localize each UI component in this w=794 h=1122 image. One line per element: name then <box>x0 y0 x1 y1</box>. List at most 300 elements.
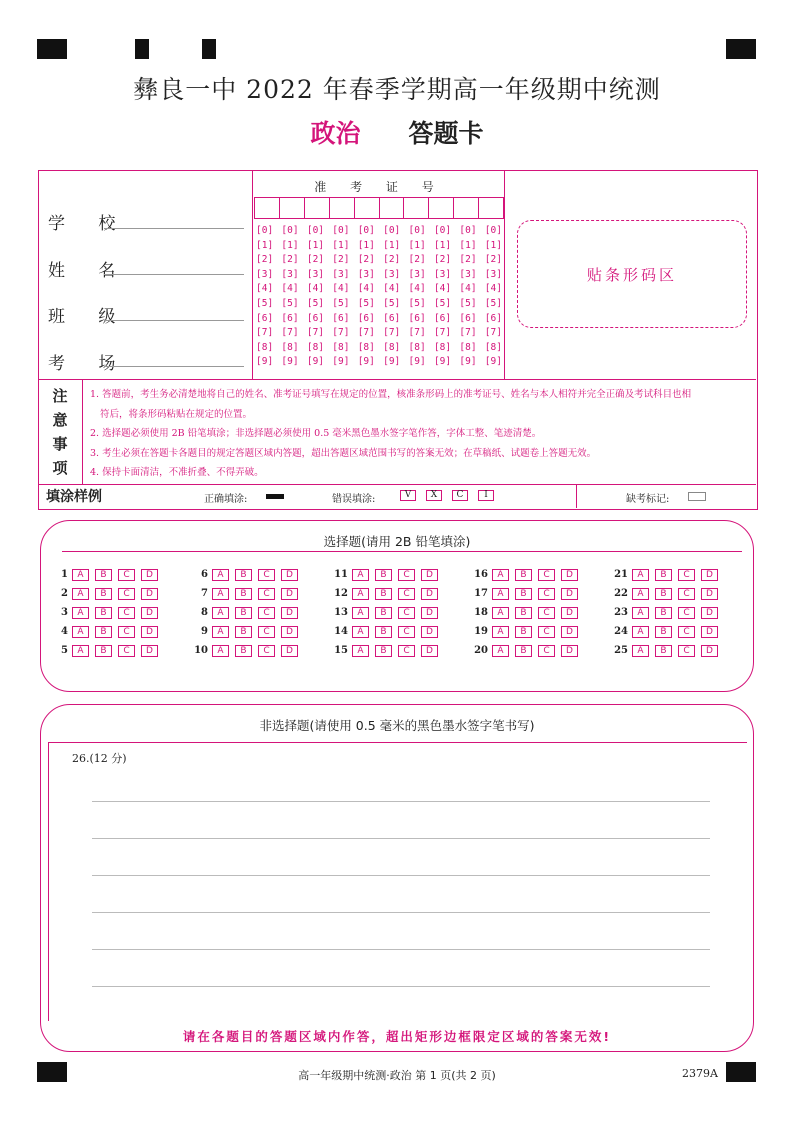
digit-bubble[interactable]: [1] <box>433 239 452 251</box>
option-bubble[interactable]: B <box>655 626 672 638</box>
digit-bubble[interactable]: [7] <box>256 327 274 339</box>
option-bubble[interactable]: C <box>678 645 695 657</box>
digit-bubble[interactable]: [6] <box>408 312 426 324</box>
digit-bubble[interactable]: [1] <box>256 239 274 251</box>
digit-bubble[interactable]: [5] <box>281 297 299 309</box>
digit-bubble[interactable]: [2] <box>433 254 452 266</box>
question-number: 13 <box>334 607 348 618</box>
digit-bubble[interactable]: [3] <box>357 268 375 280</box>
option-bubble[interactable]: B <box>515 626 532 638</box>
digit-bubble[interactable]: [1] <box>306 239 325 251</box>
option-bubble[interactable]: D <box>281 645 298 657</box>
zkzh-digit-column[interactable] <box>383 224 400 370</box>
notes-heading-char: 意 <box>52 411 68 429</box>
writing-line <box>92 875 710 876</box>
digit-bubble[interactable]: [4] <box>256 283 274 295</box>
digit-bubble[interactable]: [9] <box>408 356 426 368</box>
option-bubble[interactable]: B <box>95 607 112 619</box>
digit-bubble[interactable]: [6] <box>383 312 401 324</box>
note-item: 2. 选择题必须使用 2B 铅笔填涂；非选择题必须使用 0.5 毫米黑色墨水签字笔作答，字体工整、笔迹清楚。 <box>90 428 542 439</box>
timing-mark <box>135 39 149 59</box>
digit-bubble[interactable]: [8] <box>306 341 325 353</box>
room-field[interactable] <box>104 366 244 367</box>
option-bubble[interactable]: D <box>701 607 718 619</box>
wrong-fill-sample: C <box>452 490 468 501</box>
digit-bubble[interactable]: [5] <box>256 297 274 309</box>
option-bubble[interactable]: C <box>118 607 135 619</box>
question-number: 11 <box>334 569 348 580</box>
mcq-question-row <box>186 603 304 622</box>
exam-title: 彝良一中 2022 年春季学期高一年级期中统测 <box>133 75 661 104</box>
mcq-question-row <box>46 641 164 660</box>
option-bubble[interactable]: D <box>141 626 158 638</box>
wrong-fill-sample: V <box>400 490 416 501</box>
correct-fill-label: 正确填涂: <box>204 494 248 505</box>
note-item: 符后，将条形码粘贴在规定的位置。 <box>100 408 253 420</box>
digit-bubble[interactable]: [3] <box>484 268 502 280</box>
option-bubble[interactable]: A <box>352 607 369 619</box>
wrong-fill-sample: I <box>478 490 494 501</box>
notes-heading-char: 事 <box>52 435 68 453</box>
option-bubble[interactable]: B <box>235 588 252 600</box>
option-bubble[interactable]: A <box>632 645 649 657</box>
digit-bubble[interactable]: [3] <box>332 268 350 280</box>
digit-bubble[interactable]: [0] <box>256 225 274 236</box>
question-number: 4 <box>61 626 68 637</box>
option-bubble[interactable]: A <box>492 588 509 600</box>
option-bubble[interactable]: A <box>632 569 649 581</box>
option-bubble[interactable]: A <box>352 588 369 600</box>
digit-bubble[interactable]: [3] <box>256 268 274 280</box>
mcq-question-row <box>466 584 584 603</box>
question-number: 6 <box>201 569 208 580</box>
digit-bubble[interactable]: [6] <box>281 312 299 324</box>
option-bubble[interactable]: A <box>72 569 89 581</box>
mcq-column <box>606 565 724 660</box>
digit-bubble[interactable]: [6] <box>256 312 274 324</box>
option-bubble[interactable]: D <box>561 607 578 619</box>
zkzh-write-boxes[interactable] <box>254 197 504 219</box>
digit-bubble[interactable]: [2] <box>256 254 274 266</box>
mcq-question-row <box>606 584 724 603</box>
option-bubble[interactable]: B <box>515 607 532 619</box>
digit-bubble[interactable]: [7] <box>357 327 375 339</box>
option-bubble[interactable]: A <box>492 607 509 619</box>
option-bubble[interactable]: B <box>655 569 672 581</box>
digit-bubble[interactable]: [9] <box>306 356 325 368</box>
option-bubble[interactable]: C <box>398 607 415 619</box>
option-bubble[interactable]: A <box>492 626 509 638</box>
option-bubble[interactable]: A <box>352 626 369 638</box>
digit-bubble[interactable]: [4] <box>383 283 401 295</box>
mcq-question-row <box>466 641 584 660</box>
digit-bubble[interactable]: [7] <box>281 327 299 339</box>
digit-bubble[interactable]: [6] <box>484 312 502 324</box>
option-bubble[interactable]: C <box>118 588 135 600</box>
class-field[interactable] <box>104 320 244 321</box>
option-bubble[interactable]: A <box>352 569 369 581</box>
digit-bubble[interactable]: [5] <box>408 297 426 309</box>
digit-bubble[interactable]: [2] <box>306 254 325 266</box>
mcq-column <box>466 565 584 660</box>
option-bubble[interactable]: A <box>72 607 89 619</box>
digit-bubble[interactable]: [4] <box>459 283 477 295</box>
digit-bubble[interactable]: [2] <box>357 254 375 266</box>
mcq-question-row <box>326 603 444 622</box>
notes-heading-char: 注 <box>52 387 68 405</box>
digit-bubble[interactable]: [4] <box>484 283 502 295</box>
option-bubble[interactable]: B <box>375 569 392 581</box>
fill-example-row <box>38 484 756 508</box>
option-bubble[interactable]: C <box>118 645 135 657</box>
option-bubble[interactable]: D <box>701 569 718 581</box>
option-bubble[interactable]: C <box>538 588 555 600</box>
option-bubble[interactable]: D <box>701 626 718 638</box>
option-bubble[interactable]: A <box>72 626 89 638</box>
mcq-question-row <box>186 641 304 660</box>
question-number: 26.(12 分) <box>72 752 127 765</box>
option-bubble[interactable]: A <box>72 588 89 600</box>
mcq-question-row <box>46 584 164 603</box>
zkzh-title: 准 考 证 号 <box>314 180 444 194</box>
mcq-question-row <box>466 603 584 622</box>
school-field[interactable] <box>104 228 244 229</box>
option-bubble[interactable]: B <box>515 645 532 657</box>
zkzh-digit-column[interactable] <box>281 224 298 370</box>
digit-bubble[interactable]: [1] <box>357 239 375 251</box>
digit-bubble[interactable]: [8] <box>357 341 375 353</box>
written-title: 非选择题(请使用 0.5 毫米的黑色墨水签字笔书写) <box>259 718 535 733</box>
question-number: 23 <box>614 607 628 618</box>
digit-bubble[interactable]: [6] <box>306 312 325 324</box>
digit-bubble[interactable]: [5] <box>332 297 350 309</box>
option-bubble[interactable]: A <box>632 607 649 619</box>
mcq-question-row <box>46 603 164 622</box>
question-number: 24 <box>614 626 628 637</box>
writing-line <box>92 912 710 913</box>
mcq-column <box>46 565 164 660</box>
question-number: 14 <box>334 626 348 637</box>
room-label: 考 场 <box>48 354 130 374</box>
question-number: 20 <box>474 645 488 656</box>
option-bubble[interactable]: C <box>258 588 275 600</box>
digit-bubble[interactable]: [3] <box>383 268 401 280</box>
option-bubble[interactable]: B <box>235 645 252 657</box>
option-bubble[interactable]: A <box>632 626 649 638</box>
note-item: 4. 保持卡面清洁，不准折叠、不得弄破。 <box>90 467 264 478</box>
option-bubble[interactable]: D <box>281 588 298 600</box>
mcq-question-row <box>326 622 444 641</box>
digit-bubble[interactable]: [1] <box>459 239 477 251</box>
digit-bubble[interactable]: [8] <box>433 341 452 353</box>
mcq-question-row <box>606 603 724 622</box>
question-number: 25 <box>614 645 628 656</box>
option-bubble[interactable]: D <box>141 588 158 600</box>
option-bubble[interactable]: D <box>141 569 158 581</box>
digit-bubble[interactable]: [7] <box>459 327 477 339</box>
option-bubble[interactable]: C <box>258 645 275 657</box>
option-bubble[interactable]: D <box>561 588 578 600</box>
digit-bubble[interactable]: [1] <box>484 239 502 251</box>
option-bubble[interactable]: A <box>212 607 229 619</box>
question-number: 1 <box>61 569 68 580</box>
option-bubble[interactable]: D <box>701 645 718 657</box>
answer-area[interactable] <box>48 742 747 1021</box>
digit-bubble[interactable]: [2] <box>281 254 299 266</box>
option-bubble[interactable]: C <box>538 645 555 657</box>
notes-heading-char: 项 <box>52 459 68 477</box>
name-field[interactable] <box>104 274 244 275</box>
digit-bubble[interactable]: [8] <box>459 341 477 353</box>
digit-bubble[interactable]: [2] <box>408 254 426 266</box>
card-name: 答题卡 <box>408 119 484 148</box>
option-bubble[interactable]: D <box>421 607 438 619</box>
digit-bubble[interactable]: [5] <box>484 297 502 309</box>
option-bubble[interactable]: B <box>235 626 252 638</box>
option-bubble[interactable]: D <box>421 645 438 657</box>
zkzh-bubble-grid[interactable] <box>256 224 502 370</box>
zkzh-digit-column[interactable] <box>358 224 375 370</box>
digit-bubble[interactable]: [8] <box>332 341 350 353</box>
name-label: 姓 名 <box>48 261 130 281</box>
question-number: 17 <box>474 588 488 599</box>
question-number: 15 <box>334 645 348 656</box>
option-bubble[interactable]: D <box>421 626 438 638</box>
absent-mark-box[interactable] <box>688 492 706 501</box>
question-number: 22 <box>614 588 628 599</box>
digit-bubble[interactable]: [5] <box>459 297 477 309</box>
digit-bubble[interactable]: [0] <box>408 225 426 236</box>
option-bubble[interactable]: A <box>632 588 649 600</box>
divider <box>252 170 253 379</box>
digit-bubble[interactable]: [9] <box>383 356 401 368</box>
divider <box>82 379 83 484</box>
wrong-fill-samples <box>400 490 494 501</box>
digit-bubble[interactable]: [3] <box>281 268 299 280</box>
option-bubble[interactable]: D <box>141 607 158 619</box>
zkzh-digit-column[interactable] <box>256 224 273 370</box>
digit-bubble[interactable]: [7] <box>484 327 502 339</box>
option-bubble[interactable]: B <box>515 569 532 581</box>
digit-bubble[interactable]: [6] <box>459 312 477 324</box>
timing-mark <box>726 39 756 59</box>
digit-bubble[interactable]: [1] <box>408 239 426 251</box>
option-bubble[interactable]: A <box>212 569 229 581</box>
question-number: 16 <box>474 569 488 580</box>
option-bubble[interactable]: A <box>212 645 229 657</box>
option-bubble[interactable]: B <box>655 607 672 619</box>
digit-bubble[interactable]: [8] <box>281 341 299 353</box>
digit-bubble[interactable]: [3] <box>459 268 477 280</box>
option-bubble[interactable]: C <box>398 569 415 581</box>
mcq-question-row <box>326 641 444 660</box>
question-number: 3 <box>61 607 68 618</box>
option-bubble[interactable]: B <box>375 645 392 657</box>
question-number: 10 <box>194 645 208 656</box>
option-bubble[interactable]: B <box>375 626 392 638</box>
option-bubble[interactable]: C <box>678 588 695 600</box>
mcq-question-row <box>606 565 724 584</box>
digit-bubble[interactable]: [4] <box>357 283 375 295</box>
digit-bubble[interactable]: [3] <box>408 268 426 280</box>
question-number: 8 <box>201 607 208 618</box>
digit-bubble[interactable]: [5] <box>383 297 401 309</box>
divider <box>62 551 742 552</box>
digit-bubble[interactable]: [1] <box>383 239 401 251</box>
digit-bubble[interactable]: [1] <box>281 239 299 251</box>
zkzh-digit-column[interactable] <box>434 224 451 370</box>
option-bubble[interactable]: B <box>655 645 672 657</box>
digit-bubble[interactable]: [9] <box>459 356 477 368</box>
digit-bubble[interactable]: [6] <box>357 312 375 324</box>
digit-bubble[interactable]: [7] <box>383 327 401 339</box>
zkzh-digit-column[interactable] <box>459 224 476 370</box>
zkzh-digit-column[interactable] <box>409 224 426 370</box>
mcq-column <box>326 565 444 660</box>
question-number: 21 <box>614 569 628 580</box>
digit-bubble[interactable]: [2] <box>484 254 502 266</box>
digit-bubble[interactable]: [1] <box>332 239 350 251</box>
option-bubble[interactable]: C <box>398 588 415 600</box>
option-bubble[interactable]: B <box>375 607 392 619</box>
digit-bubble[interactable]: [4] <box>433 283 452 295</box>
option-bubble[interactable]: B <box>95 569 112 581</box>
option-bubble[interactable]: D <box>561 626 578 638</box>
mcq-question-row <box>46 565 164 584</box>
option-bubble[interactable]: B <box>95 626 112 638</box>
digit-bubble[interactable]: [2] <box>459 254 477 266</box>
digit-bubble[interactable]: [6] <box>433 312 452 324</box>
subject-name: 政治 <box>310 119 361 148</box>
digit-bubble[interactable]: [0] <box>281 225 299 236</box>
writing-line <box>92 801 710 802</box>
digit-bubble[interactable]: [4] <box>306 283 325 295</box>
option-bubble[interactable]: C <box>678 607 695 619</box>
option-bubble[interactable]: D <box>281 626 298 638</box>
option-bubble[interactable]: C <box>258 626 275 638</box>
digit-bubble[interactable]: [2] <box>383 254 401 266</box>
divider <box>38 379 756 380</box>
question-number: 7 <box>201 588 208 599</box>
question-number: 2 <box>61 588 68 599</box>
option-bubble[interactable]: C <box>538 569 555 581</box>
digit-bubble[interactable]: [8] <box>484 341 502 353</box>
digit-bubble[interactable]: [0] <box>306 225 325 236</box>
option-bubble[interactable]: D <box>141 645 158 657</box>
option-bubble[interactable]: A <box>492 645 509 657</box>
mcq-question-row <box>186 565 304 584</box>
digit-bubble[interactable]: [0] <box>383 225 401 236</box>
digit-bubble[interactable]: [8] <box>256 341 274 353</box>
question-number: 18 <box>474 607 488 618</box>
option-bubble[interactable]: C <box>118 626 135 638</box>
option-bubble[interactable]: C <box>538 626 555 638</box>
digit-bubble[interactable]: [7] <box>408 327 426 339</box>
option-bubble[interactable]: B <box>655 588 672 600</box>
writing-line <box>92 986 710 987</box>
option-bubble[interactable]: A <box>352 645 369 657</box>
digit-bubble[interactable]: [0] <box>332 225 350 236</box>
digit-bubble[interactable]: [9] <box>281 356 299 368</box>
digit-bubble[interactable]: [0] <box>357 225 375 236</box>
divider <box>576 484 577 508</box>
digit-bubble[interactable]: [4] <box>281 283 299 295</box>
digit-bubble[interactable]: [9] <box>357 356 375 368</box>
digit-bubble[interactable]: [6] <box>332 312 350 324</box>
option-bubble[interactable]: C <box>398 645 415 657</box>
mcq-question-row <box>326 584 444 603</box>
option-bubble[interactable]: C <box>398 626 415 638</box>
zkzh-digit-column[interactable] <box>332 224 349 370</box>
divider <box>504 170 505 379</box>
digit-bubble[interactable]: [9] <box>256 356 274 368</box>
option-bubble[interactable]: B <box>235 569 252 581</box>
option-bubble[interactable]: D <box>561 569 578 581</box>
digit-bubble[interactable]: [7] <box>332 327 350 339</box>
option-bubble[interactable]: A <box>212 588 229 600</box>
digit-bubble[interactable]: [7] <box>433 327 452 339</box>
digit-bubble[interactable]: [0] <box>433 225 452 236</box>
mcq-question-row <box>466 565 584 584</box>
option-bubble[interactable]: D <box>421 588 438 600</box>
option-bubble[interactable]: B <box>235 607 252 619</box>
digit-bubble[interactable]: [2] <box>332 254 350 266</box>
zkzh-digit-column[interactable] <box>307 224 324 370</box>
option-bubble[interactable]: B <box>515 588 532 600</box>
digit-bubble[interactable]: [3] <box>433 268 452 280</box>
digit-bubble[interactable]: [9] <box>433 356 452 368</box>
digit-bubble[interactable]: [4] <box>408 283 426 295</box>
option-bubble[interactable]: A <box>212 626 229 638</box>
option-bubble[interactable]: D <box>281 569 298 581</box>
digit-bubble[interactable]: [7] <box>306 327 325 339</box>
zkzh-digit-column[interactable] <box>485 224 502 370</box>
digit-bubble[interactable]: [9] <box>484 356 502 368</box>
note-item: 1. 答题前，考生务必清楚地将自己的姓名、准考证号填写在规定的位置，核准条形码上的准考证号、姓名与本人相符并完全正确及考试科目也相 <box>90 389 692 400</box>
option-bubble[interactable]: B <box>375 588 392 600</box>
mcq-question-row <box>606 641 724 660</box>
option-bubble[interactable]: B <box>95 588 112 600</box>
option-bubble[interactable]: C <box>258 569 275 581</box>
boundary-warning: 请在各题目的答题区域内作答，超出矩形边框限定区域的答案无效! <box>182 1029 612 1044</box>
digit-bubble[interactable]: [5] <box>357 297 375 309</box>
digit-bubble[interactable]: [9] <box>332 356 350 368</box>
option-bubble[interactable]: C <box>258 607 275 619</box>
digit-bubble[interactable]: [5] <box>306 297 325 309</box>
mcq-title: 选择题(请用 2B 铅笔填涂) <box>323 534 471 549</box>
option-bubble[interactable]: C <box>118 569 135 581</box>
option-bubble[interactable]: C <box>678 569 695 581</box>
digit-bubble[interactable]: [0] <box>459 225 477 236</box>
digit-bubble[interactable]: [0] <box>484 225 502 236</box>
digit-bubble[interactable]: [4] <box>332 283 350 295</box>
option-bubble[interactable]: A <box>72 645 89 657</box>
option-bubble[interactable]: D <box>421 569 438 581</box>
digit-bubble[interactable]: [8] <box>383 341 401 353</box>
wrong-fill-sample: X <box>426 490 442 501</box>
option-bubble[interactable]: D <box>281 607 298 619</box>
option-bubble[interactable]: B <box>95 645 112 657</box>
wrong-fill-label: 错误填涂: <box>332 494 376 505</box>
digit-bubble[interactable]: [8] <box>408 341 426 353</box>
option-bubble[interactable]: C <box>538 607 555 619</box>
option-bubble[interactable]: A <box>492 569 509 581</box>
digit-bubble[interactable]: [5] <box>433 297 452 309</box>
option-bubble[interactable]: D <box>701 588 718 600</box>
option-bubble[interactable]: D <box>561 645 578 657</box>
option-bubble[interactable]: C <box>678 626 695 638</box>
digit-bubble[interactable]: [3] <box>306 268 325 280</box>
